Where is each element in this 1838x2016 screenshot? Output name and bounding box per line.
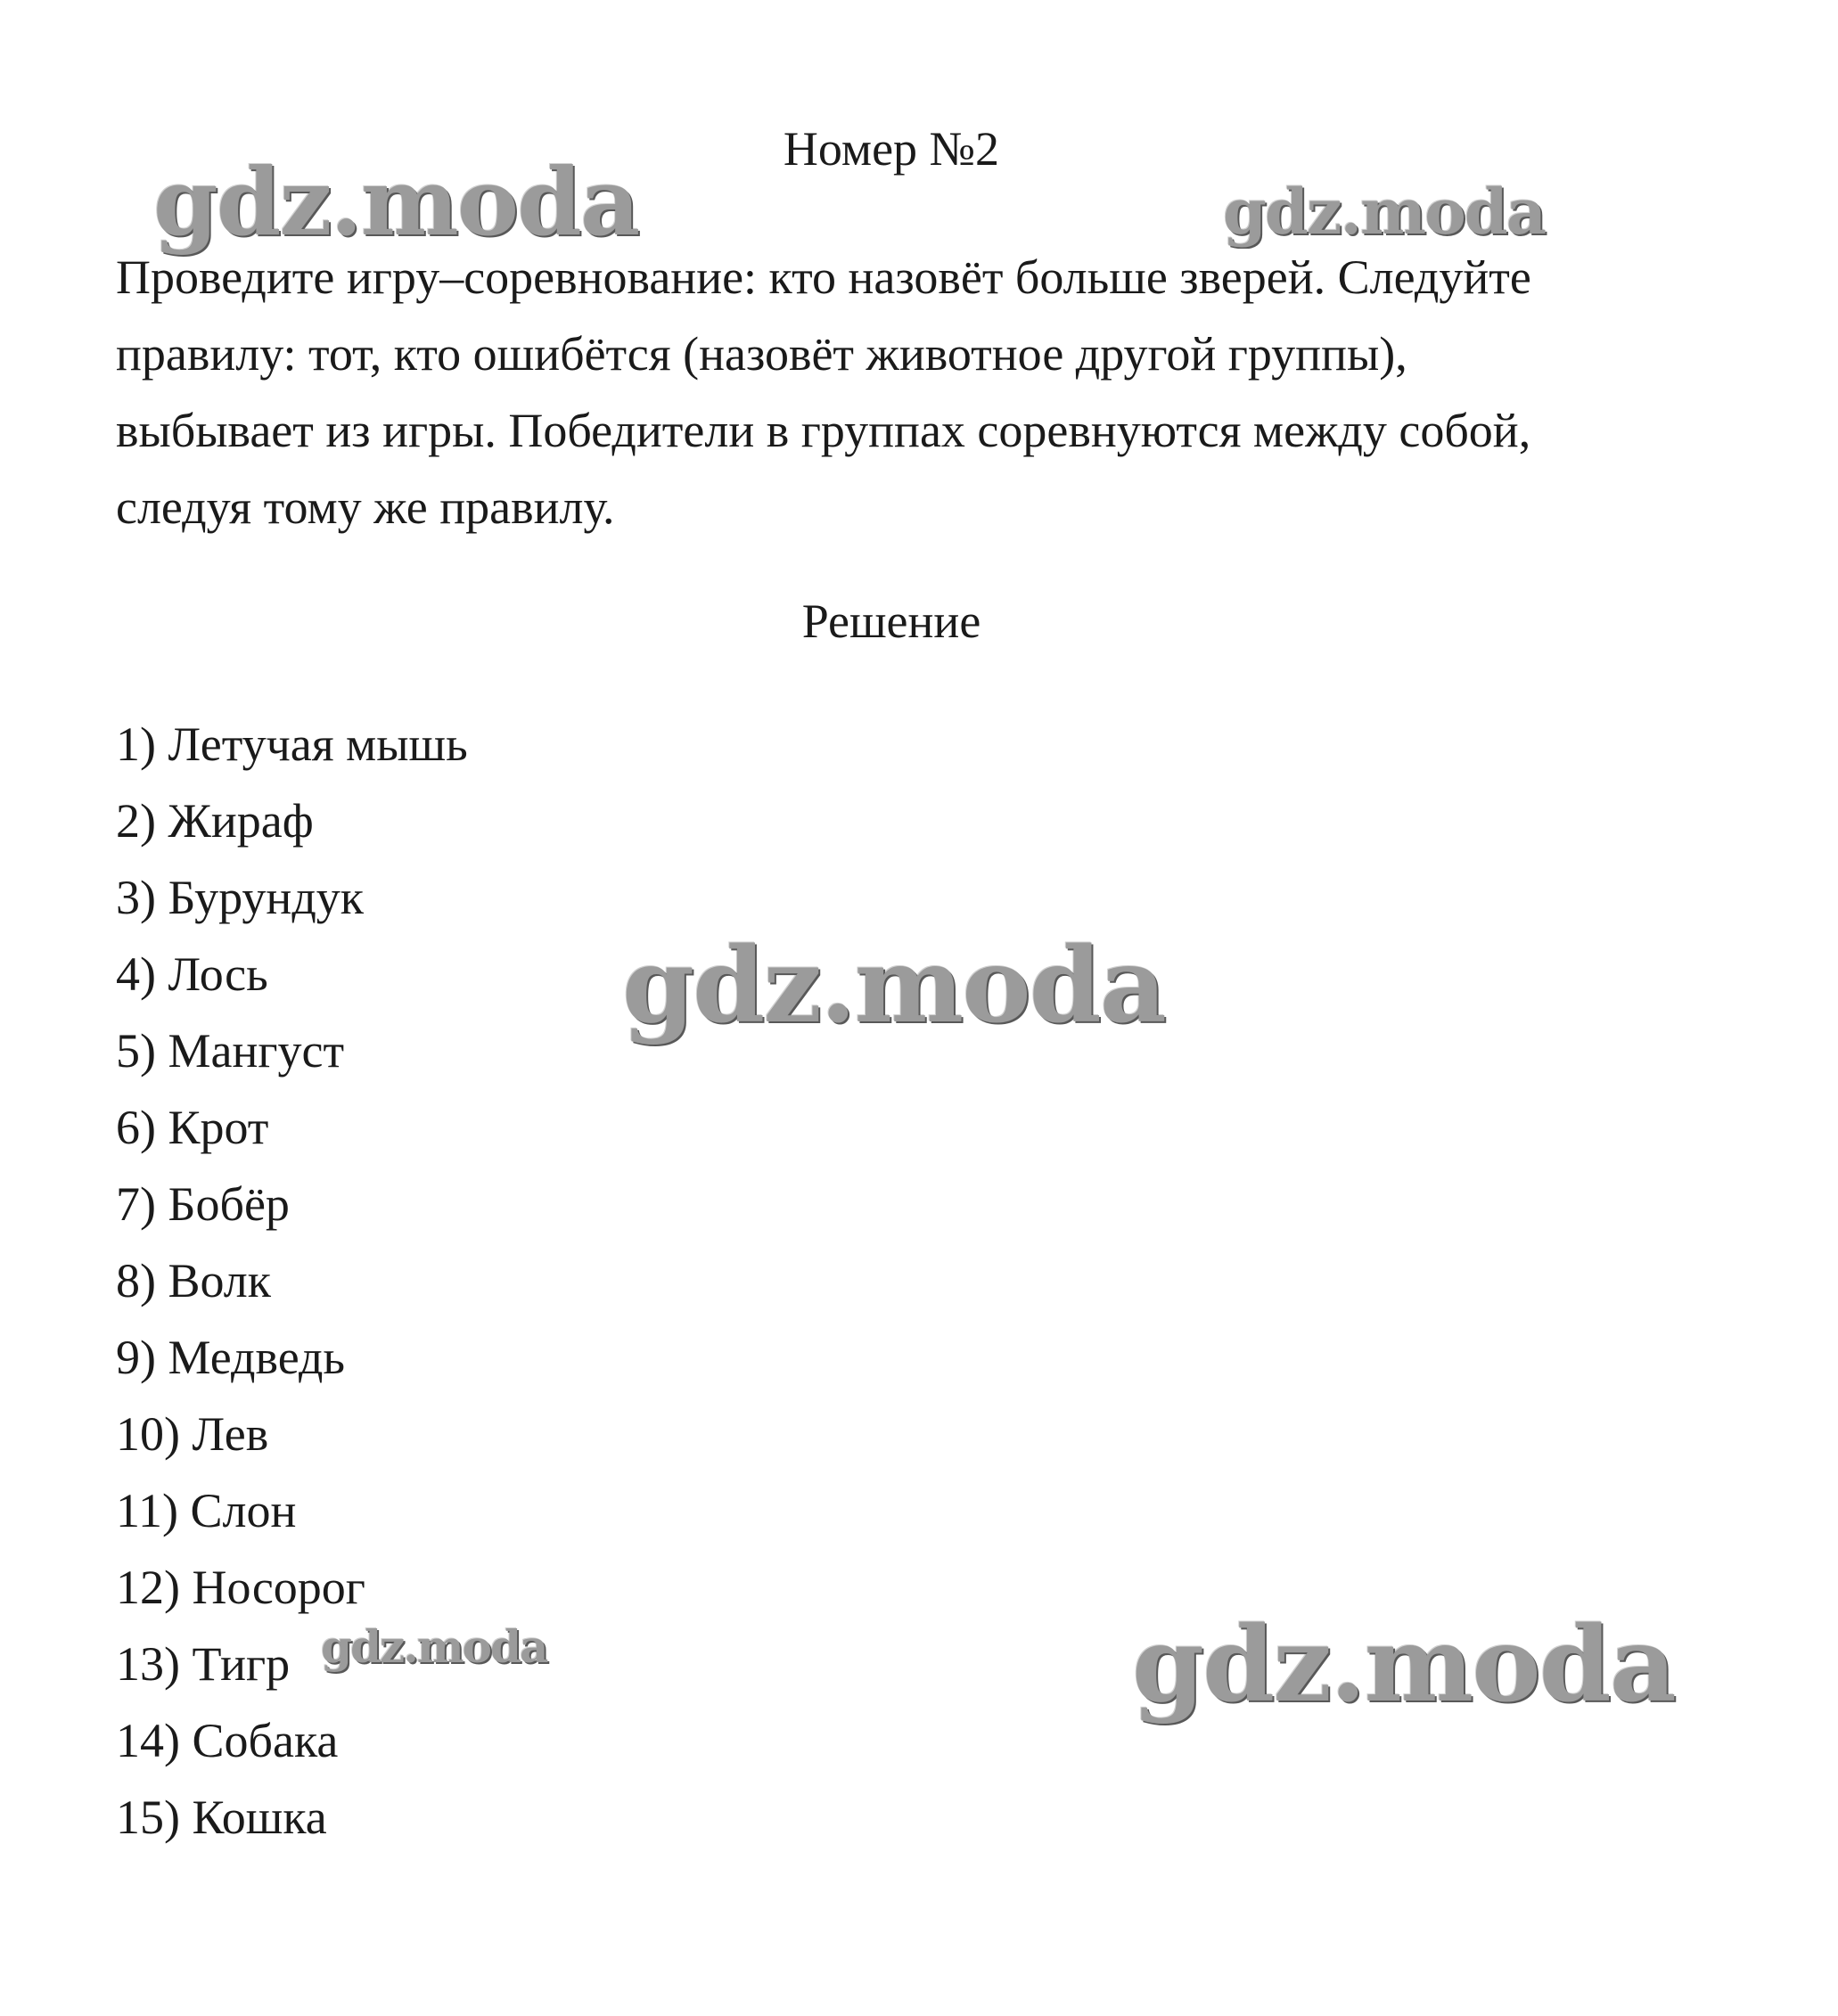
- list-item: 5) Мангуст: [116, 1024, 345, 1078]
- list-item: 11) Слон: [116, 1484, 297, 1537]
- list-item: 15) Кошка: [116, 1791, 327, 1844]
- list-item: 7) Бобёр: [116, 1177, 290, 1231]
- watermark: gdz.moda: [1132, 1604, 1675, 1725]
- page-title: Номер №2: [783, 122, 1000, 176]
- watermark: gdz.moda: [622, 925, 1165, 1046]
- task-line: выбывает из игры. Победители в группах соревнуются между собой,: [116, 404, 1531, 457]
- list-item: 9) Медведь: [116, 1331, 346, 1384]
- answer-list: [116, 706, 468, 1856]
- list-item: 12) Носорог: [116, 1561, 365, 1614]
- list-item: 14) Собака: [116, 1714, 339, 1767]
- solution-heading: Решение: [801, 594, 981, 648]
- list-item: 4) Лось: [116, 947, 268, 1001]
- list-item: 1) Летучая мышь: [116, 717, 468, 771]
- list-item: 8) Волк: [116, 1254, 271, 1307]
- watermark: gdz.moda: [1223, 175, 1546, 249]
- list-item: 13) Тигр: [116, 1637, 291, 1691]
- watermark: gdz.moda: [153, 147, 639, 257]
- watermark: gdz.moda: [321, 1620, 547, 1673]
- task-line: правилу: тот, кто ошибётся (назовёт животное другой группы),: [116, 327, 1407, 381]
- task-line: следуя тому же правилу.: [116, 480, 615, 534]
- task-text: [116, 239, 1685, 545]
- list-item: 2) Жираф: [116, 794, 314, 848]
- list-item: 3) Бурундук: [116, 871, 365, 924]
- list-item: 10) Лев: [116, 1407, 269, 1461]
- task-line: Проведите игру–соревнование: кто назовёт больше зверей. Следуйте: [116, 250, 1531, 304]
- list-item: 6) Крот: [116, 1101, 269, 1154]
